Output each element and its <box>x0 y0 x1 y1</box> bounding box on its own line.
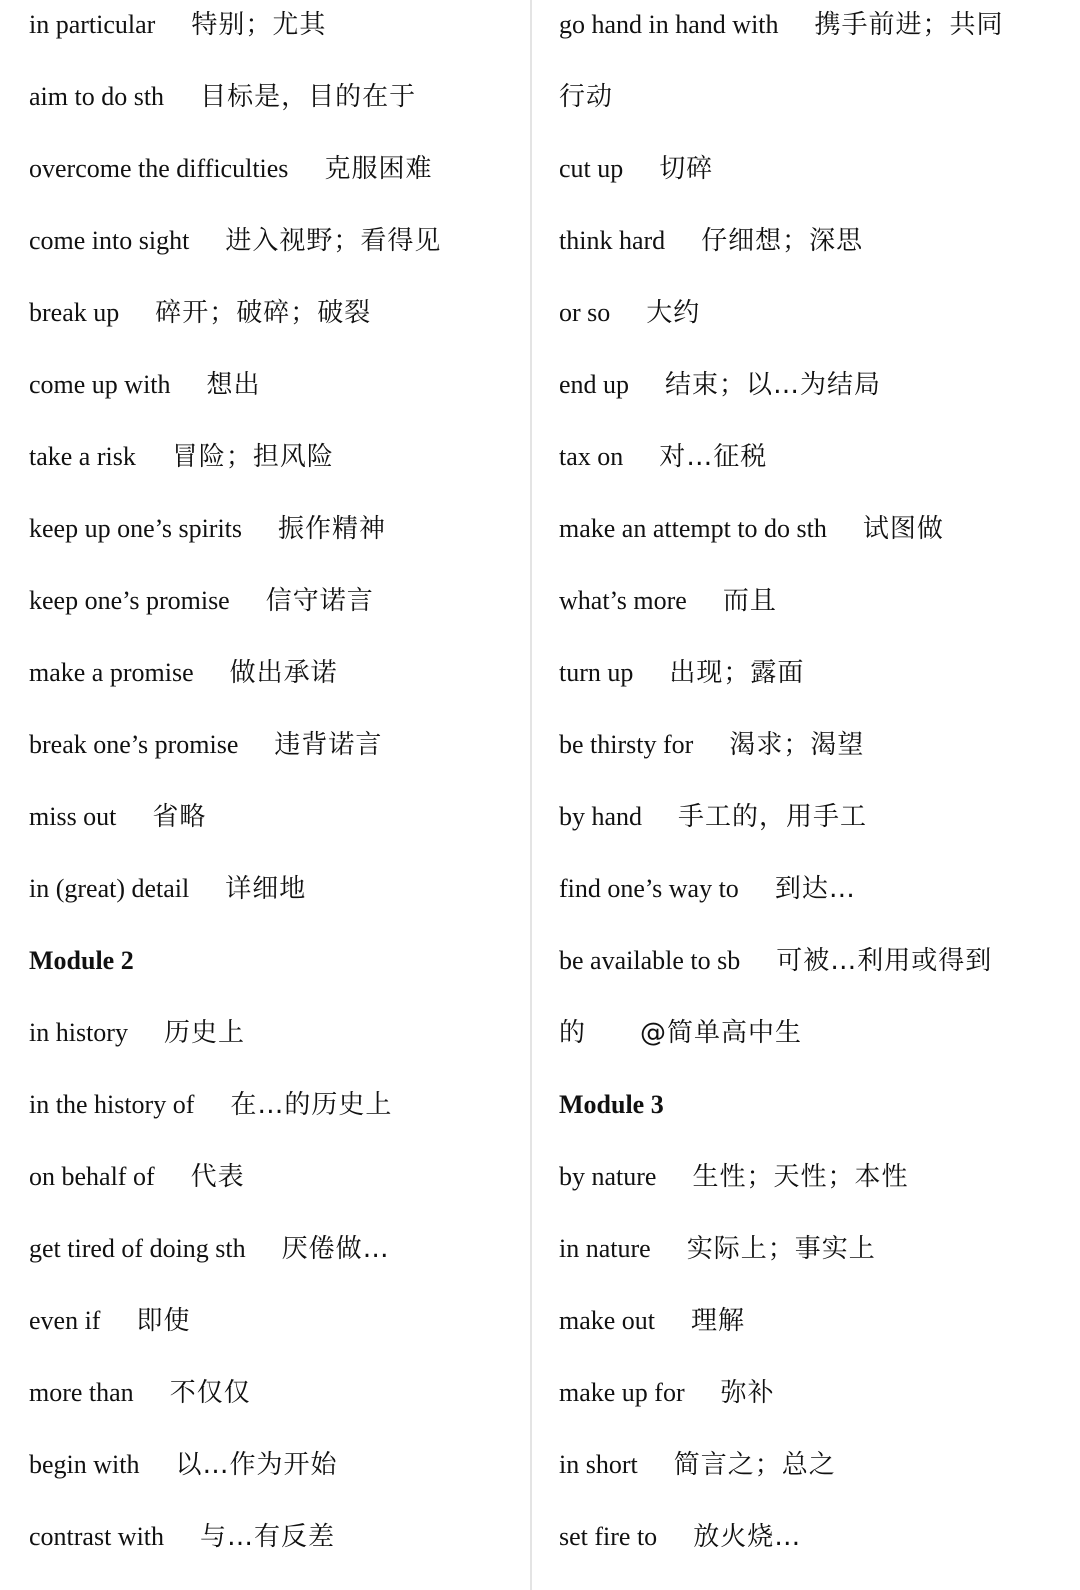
phrase-entry <box>559 1373 775 1413</box>
chinese-meaning: 冒险；担风险 <box>171 442 334 472</box>
phrase-entry <box>29 581 374 621</box>
phrase-entry <box>29 77 416 117</box>
chinese-meaning: 简言之；总之 <box>673 1450 836 1480</box>
chinese-meaning: 而且 <box>722 586 777 616</box>
english-phrase: more than <box>29 1378 134 1407</box>
module-heading: Module 2 <box>29 946 134 975</box>
phrase-entry <box>559 1229 876 1269</box>
chinese-meaning: 出现；露面 <box>669 658 805 688</box>
phrase-entry <box>29 1445 338 1485</box>
phrase-entry <box>29 365 261 405</box>
chinese-meaning: 试图做 <box>862 514 944 544</box>
chinese-meaning: 信守诺言 <box>265 586 374 616</box>
phrase-entry <box>29 1085 392 1125</box>
english-phrase: miss out <box>29 802 117 831</box>
chinese-meaning: 即使 <box>136 1306 191 1336</box>
chinese-meaning: 进入视野；看得见 <box>225 226 442 256</box>
english-phrase: by nature <box>559 1162 657 1191</box>
english-phrase: set fire to <box>559 1522 658 1551</box>
phrase-entry <box>559 1301 745 1341</box>
chinese-meaning: 的 @简单高中生 <box>559 1018 803 1048</box>
english-phrase: begin with <box>29 1450 140 1479</box>
chinese-meaning: 仔细想；深思 <box>701 226 864 256</box>
english-phrase: break one’s promise <box>29 730 239 759</box>
english-phrase: come up with <box>29 370 171 399</box>
chinese-meaning: 在…的历史上 <box>230 1090 393 1120</box>
chinese-meaning: 详细地 <box>225 874 307 904</box>
chinese-meaning: 理解 <box>691 1306 746 1336</box>
english-phrase: take a risk <box>29 442 136 471</box>
chinese-meaning: 与…有反差 <box>200 1522 336 1552</box>
english-phrase: in (great) detail <box>29 874 190 903</box>
chinese-meaning: 生性；天性；本性 <box>692 1162 909 1192</box>
phrase-entry <box>559 365 881 405</box>
english-phrase: tax on <box>559 442 624 471</box>
english-phrase: make up for <box>559 1378 685 1407</box>
phrase-entry <box>559 1445 836 1485</box>
chinese-meaning: 碎开；破碎；破裂 <box>155 298 372 328</box>
phrase-entry <box>559 77 613 117</box>
phrase-entry <box>29 5 326 45</box>
chinese-meaning: 渴求；渴望 <box>729 730 865 760</box>
english-phrase: keep up one’s spirits <box>29 514 243 543</box>
chinese-meaning: 振作精神 <box>278 514 387 544</box>
english-phrase: make a promise <box>29 658 194 687</box>
phrase-entry <box>559 725 864 765</box>
english-phrase: be available to sb <box>559 946 741 975</box>
chinese-meaning: 行动 <box>559 82 614 112</box>
english-phrase: in nature <box>559 1234 651 1263</box>
chinese-meaning: 特别；尤其 <box>191 10 327 40</box>
english-phrase: come into sight <box>29 226 190 255</box>
chinese-meaning: 想出 <box>206 370 261 400</box>
phrase-entry <box>29 725 382 765</box>
english-phrase: aim to do sth <box>29 82 165 111</box>
english-phrase: in the history of <box>29 1090 195 1119</box>
english-phrase: what’s more <box>559 586 687 615</box>
english-phrase: in particular <box>29 10 156 39</box>
phrase-entry <box>29 1013 245 1053</box>
phrase-entry <box>559 1517 801 1557</box>
chinese-meaning: 以…作为开始 <box>175 1450 338 1480</box>
chinese-meaning: 代表 <box>190 1162 245 1192</box>
phrase-entry <box>559 1013 802 1053</box>
english-phrase: by hand <box>559 802 643 831</box>
chinese-meaning: 携手前进；共同 <box>814 10 1004 40</box>
english-phrase: in history <box>29 1018 128 1047</box>
english-phrase: make out <box>559 1306 656 1335</box>
english-phrase: turn up <box>559 658 634 687</box>
phrase-entry <box>559 869 856 909</box>
column-divider <box>530 0 532 1590</box>
phrase-entry <box>559 149 713 189</box>
phrase-entry <box>29 1229 390 1269</box>
chinese-meaning: 对…征税 <box>659 442 768 472</box>
chinese-meaning: 不仅仅 <box>169 1378 251 1408</box>
phrase-entry <box>559 797 867 837</box>
english-phrase: be thirsty for <box>559 730 694 759</box>
english-phrase: go hand in hand with <box>559 10 779 39</box>
phrase-entry <box>29 653 338 693</box>
english-phrase: contrast with <box>29 1522 165 1551</box>
english-phrase: make an attempt to do sth <box>559 514 827 543</box>
english-phrase: think hard <box>559 226 666 255</box>
phrase-entry <box>559 293 700 333</box>
chinese-meaning: 可被…利用或得到 <box>776 946 993 976</box>
phrase-entry <box>29 869 306 909</box>
phrase-entry <box>29 797 206 837</box>
phrase-entry <box>29 509 386 549</box>
chinese-meaning: 到达… <box>774 874 856 904</box>
phrase-entry <box>559 581 777 621</box>
english-phrase: break up <box>29 298 120 327</box>
chinese-meaning: 手工的，用手工 <box>678 802 868 832</box>
chinese-meaning: 省略 <box>152 802 207 832</box>
chinese-meaning: 弥补 <box>720 1378 775 1408</box>
phrase-entry <box>559 941 992 981</box>
chinese-meaning: 违背诺言 <box>274 730 383 760</box>
phrase-entry <box>29 221 441 261</box>
phrase-entry <box>29 293 371 333</box>
phrase-entry <box>559 437 767 477</box>
chinese-meaning: 克服困难 <box>324 154 433 184</box>
module-heading: Module 3 <box>559 1090 664 1119</box>
english-phrase: end up <box>559 370 630 399</box>
english-phrase: even if <box>29 1306 101 1335</box>
chinese-meaning: 实际上；事实上 <box>686 1234 876 1264</box>
english-phrase: get tired of doing sth <box>29 1234 246 1263</box>
chinese-meaning: 做出承诺 <box>229 658 338 688</box>
phrase-entry <box>559 221 863 261</box>
chinese-meaning: 厌倦做… <box>281 1234 390 1264</box>
chinese-meaning: 大约 <box>646 298 701 328</box>
phrase-entry <box>29 1373 251 1413</box>
english-phrase: or so <box>559 298 611 327</box>
english-phrase: overcome the difficulties <box>29 154 289 183</box>
english-phrase: find one’s way to <box>559 874 739 903</box>
phrase-entry <box>559 1157 908 1197</box>
english-phrase: on behalf of <box>29 1162 155 1191</box>
chinese-meaning: 切碎 <box>659 154 714 184</box>
chinese-meaning: 目标是，目的在于 <box>200 82 417 112</box>
phrase-entry <box>559 5 1004 45</box>
chinese-meaning: 结束；以…为结局 <box>665 370 882 400</box>
phrase-entry <box>29 1301 190 1341</box>
english-phrase: in short <box>559 1450 638 1479</box>
phrase-entry <box>29 1517 335 1557</box>
english-phrase: cut up <box>559 154 624 183</box>
phrase-entry <box>559 653 804 693</box>
phrase-entry <box>29 437 334 477</box>
phrase-entry <box>29 149 432 189</box>
chinese-meaning: 历史上 <box>163 1018 245 1048</box>
phrase-entry <box>29 1157 245 1197</box>
phrase-entry <box>559 509 944 549</box>
chinese-meaning: 放火烧… <box>693 1522 802 1552</box>
english-phrase: keep one’s promise <box>29 586 230 615</box>
